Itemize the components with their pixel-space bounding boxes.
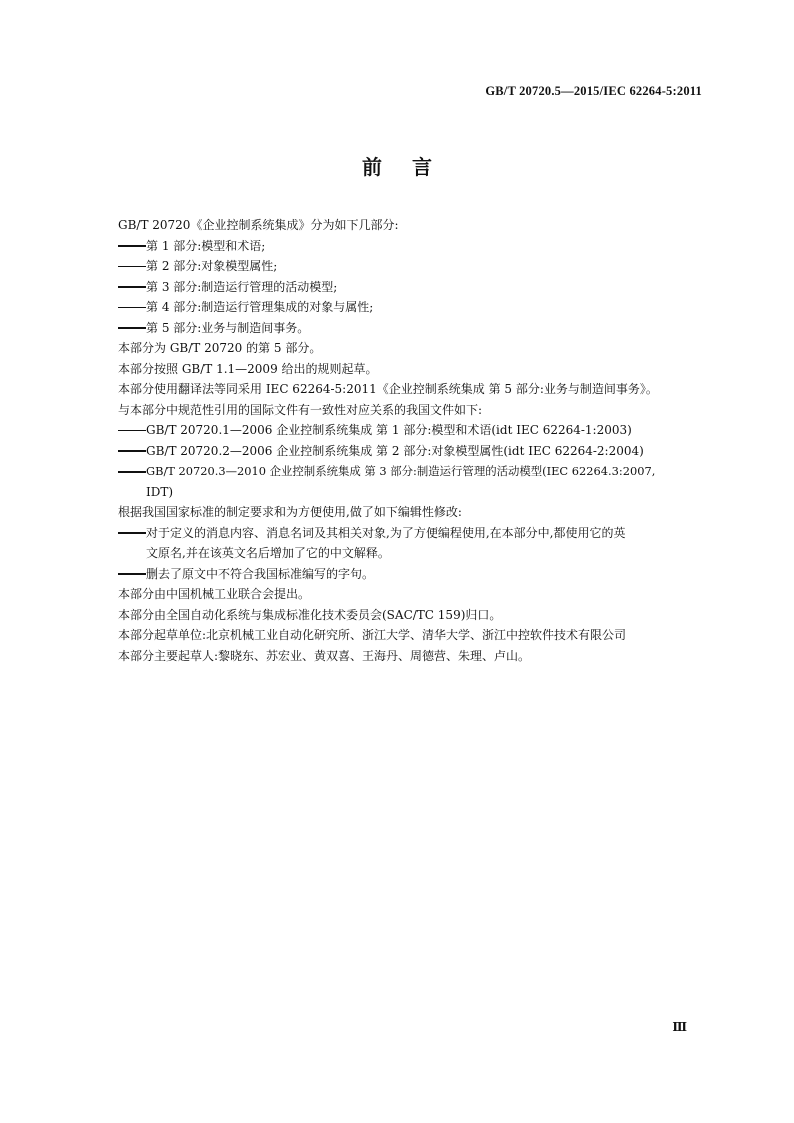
em-dash-icon bbox=[118, 471, 146, 472]
standard-code-header: GB/T 20720.5—2015/IEC 62264-5:2011 bbox=[485, 84, 702, 98]
paragraph-series-intro: GB/T 20720《企业控制系统集成》分为如下几部分: bbox=[118, 218, 399, 232]
em-dash-icon bbox=[118, 450, 146, 451]
list-item-ref-3: GB/T 20720.3—2010 企业控制系统集成 第 3 部分:制造运行管理的活动模型(IEC 62264.3:2007, bbox=[118, 461, 708, 482]
em-dash-icon bbox=[118, 430, 146, 431]
em-dash-icon bbox=[118, 245, 146, 246]
paragraph-references-intro: 与本部分中规范性引用的国际文件有一致性对应关系的我国文件如下: bbox=[118, 402, 483, 417]
em-dash-icon bbox=[118, 327, 146, 328]
list-item-part-3: 第 3 部分:制造运行管理的活动模型; bbox=[118, 277, 708, 298]
list-item-ref-1: GB/T 20720.1—2006 企业控制系统集成 第 1 部分:模型和术语(idt IEC 62264-1:2003) bbox=[118, 420, 708, 441]
list-item-edit-1-continuation: 文原名,并在该英文名后增加了它的中文解释。 bbox=[146, 546, 390, 560]
list-item-ref-3-continuation: IDT) bbox=[146, 484, 174, 499]
paragraph-drafting-rules: 本部分按照 GB/T 1.1—2009 给出的规则起草。 bbox=[118, 361, 378, 376]
em-dash-icon bbox=[118, 266, 146, 267]
list-item-edit-1: 对于定义的消息内容、消息名词及其相关对象,为了方便编程使用,在本部分中,都使用它的英 bbox=[118, 523, 708, 544]
list-item-ref-2: GB/T 20720.2—2006 企业控制系统集成 第 2 部分:对象模型属性(idt IEC 62264-2:2004) bbox=[118, 441, 708, 462]
list-item-part-1: 第 1 部分:模型和术语; bbox=[118, 236, 708, 257]
paragraph-part-statement: 本部分为 GB/T 20720 的第 5 部分。 bbox=[118, 341, 322, 355]
foreword-body bbox=[118, 215, 708, 666]
page-title: 前言 bbox=[362, 155, 462, 179]
paragraph-edits-intro: 根据我国国家标准的制定要求和为方便使用,做了如下编辑性修改: bbox=[118, 505, 462, 519]
list-item-part-4: 第 4 部分:制造运行管理集成的对象与属性; bbox=[118, 297, 708, 318]
paragraph-drafters: 本部分主要起草人:黎晓东、苏宏业、黄双喜、王海丹、周德营、朱理、卢山。 bbox=[118, 648, 531, 663]
page-number: Ⅲ bbox=[672, 1020, 687, 1034]
list-item-edit-2: 删去了原文中不符合我国标准编写的字句。 bbox=[118, 564, 708, 585]
paragraph-adoption: 本部分使用翻译法等同采用 IEC 62264-5:2011《企业控制系统集成 第 5 部分:业务与制造间事务》。 bbox=[118, 382, 658, 396]
em-dash-icon bbox=[118, 573, 146, 574]
list-item-part-2: 第 2 部分:对象模型属性; bbox=[118, 256, 708, 277]
em-dash-icon bbox=[118, 532, 146, 533]
paragraph-drafting-units: 本部分起草单位:北京机械工业自动化研究所、浙江大学、清华大学、浙江中控软件技术有限公司 bbox=[118, 628, 627, 642]
paragraph-committee: 本部分由全国自动化系统与集成标准化技术委员会(SAC/TC 159)归口。 bbox=[118, 607, 502, 622]
em-dash-icon bbox=[118, 286, 146, 287]
em-dash-icon bbox=[118, 307, 146, 308]
paragraph-proposer: 本部分由中国机械工业联合会提出。 bbox=[118, 587, 311, 601]
list-item-part-5: 第 5 部分:业务与制造间事务。 bbox=[118, 318, 708, 339]
